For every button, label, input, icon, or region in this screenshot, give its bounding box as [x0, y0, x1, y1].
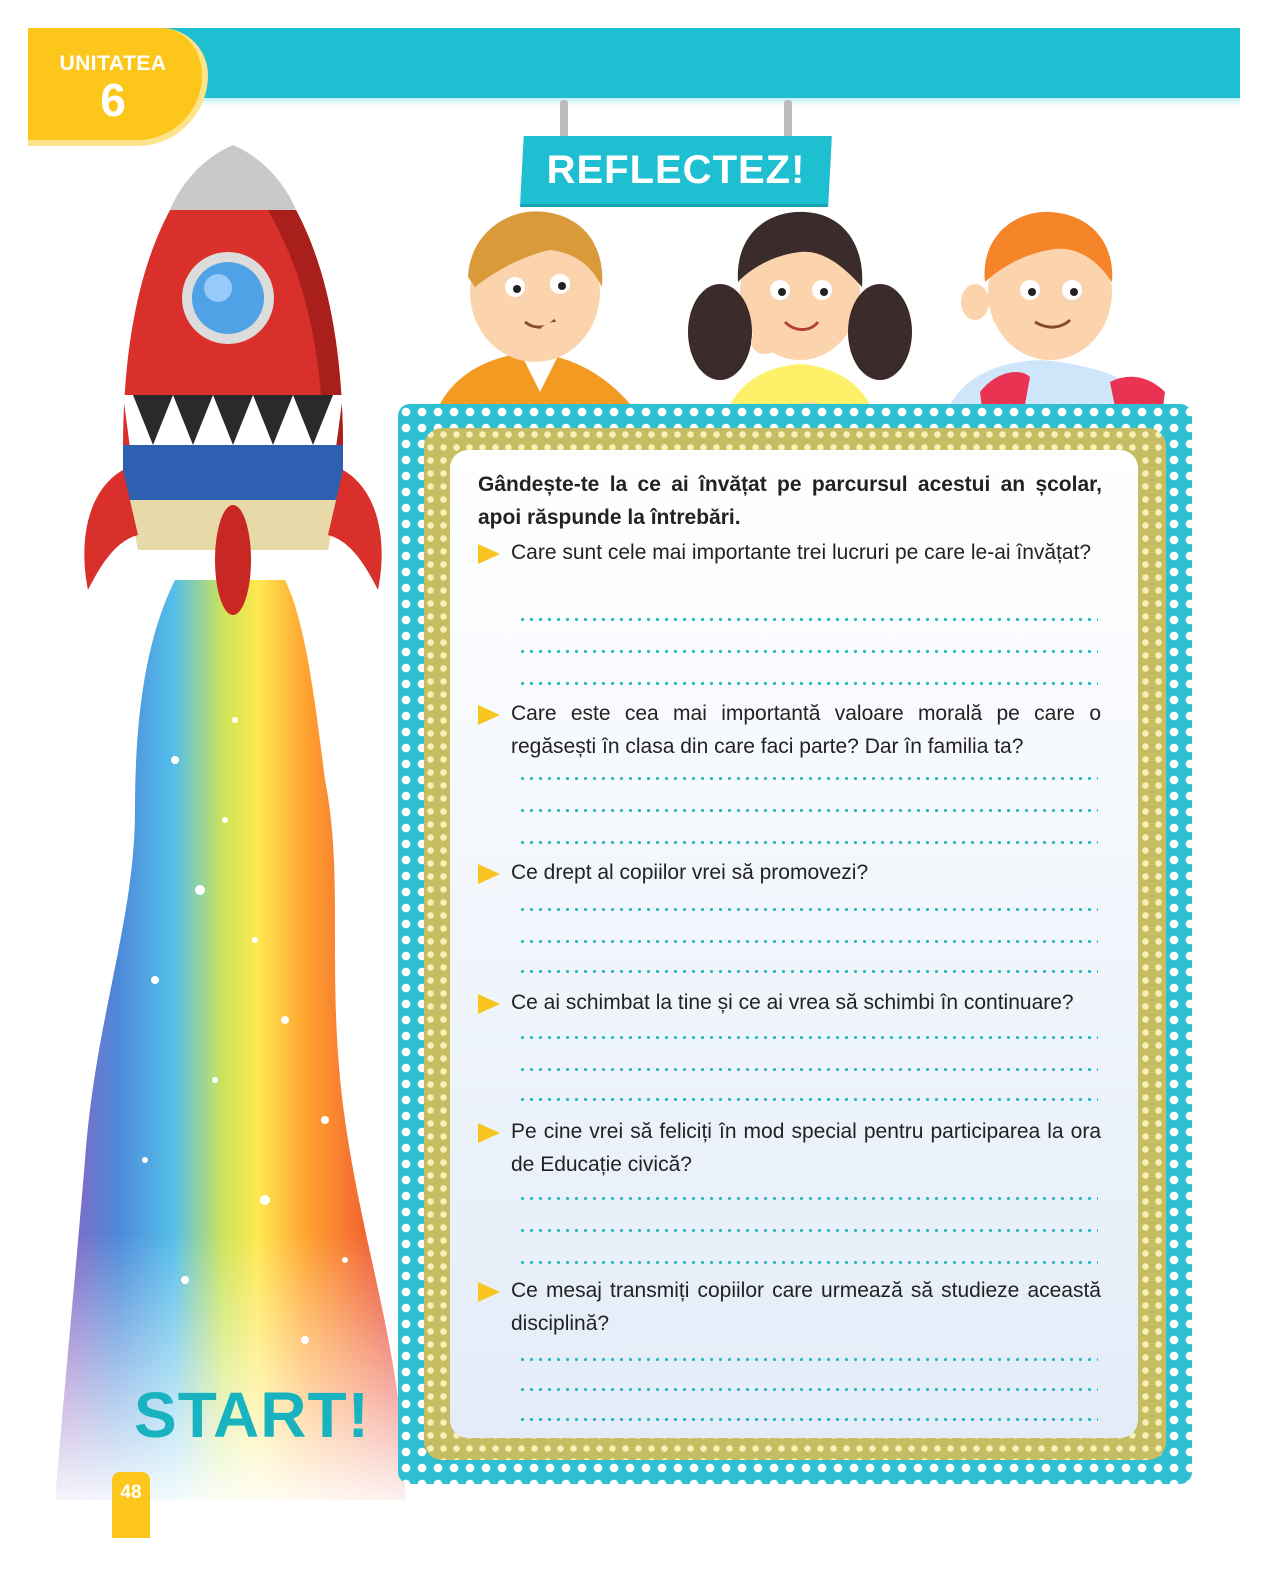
question-item	[478, 536, 1102, 686]
question-item	[478, 1115, 1102, 1265]
banner-rope	[150, 98, 1240, 106]
page-number: 48	[120, 1482, 142, 1503]
bullet-arrow-icon	[478, 1123, 500, 1143]
question-item	[478, 1274, 1102, 1424]
rainbow-trail-icon	[25, 560, 425, 1520]
answer-line[interactable]	[518, 1068, 1098, 1071]
header-banner	[150, 28, 1240, 98]
bullet-arrow-icon	[478, 544, 500, 564]
answer-line[interactable]	[518, 908, 1098, 911]
answer-line[interactable]	[518, 940, 1098, 943]
answer-line[interactable]	[518, 1036, 1098, 1039]
unit-label: UNITATEA	[59, 52, 167, 75]
question-item	[478, 856, 1102, 976]
question-item	[478, 986, 1102, 1106]
children-illustration-icon	[420, 192, 1200, 432]
answer-line[interactable]	[518, 841, 1098, 844]
bullet-arrow-icon	[478, 705, 500, 725]
answer-line[interactable]	[518, 1261, 1098, 1264]
answer-line[interactable]	[518, 1197, 1098, 1200]
answer-line[interactable]	[518, 650, 1098, 653]
question-text: Care este cea mai importantă valoare morală pe care o regăsești în clasa din care faci parte? Dar în familia ta?	[511, 702, 1101, 758]
question-text: Pe cine vrei să feliciți în mod special pentru participarea la ora de Educație civică?	[511, 1120, 1101, 1176]
start-label: START!	[134, 1379, 370, 1451]
answer-line[interactable]	[518, 970, 1098, 973]
sign-title: REFLECTEZ!	[546, 148, 806, 192]
answer-line[interactable]	[518, 618, 1098, 621]
answer-line[interactable]	[518, 777, 1098, 780]
unit-number: 6	[100, 74, 126, 126]
bullet-arrow-icon	[478, 994, 500, 1014]
question-text: Care sunt cele mai importante trei lucruri pe care le-ai învățat?	[511, 541, 1092, 564]
answer-line[interactable]	[518, 1418, 1098, 1421]
question-text: Ce ai schimbat la tine și ce ai vrea să schimbi în continuare?	[511, 991, 1074, 1014]
question-text: Ce mesaj transmiți copiilor care urmează să studieze această disciplină?	[511, 1279, 1101, 1335]
answer-line[interactable]	[518, 1229, 1098, 1232]
answer-line[interactable]	[518, 682, 1098, 685]
bullet-arrow-icon	[478, 1282, 500, 1302]
answer-line[interactable]	[518, 809, 1098, 812]
answer-line[interactable]	[518, 1098, 1098, 1101]
bullet-arrow-icon	[478, 864, 500, 884]
question-text: Ce drept al copiilor vrei să promovezi?	[511, 861, 869, 884]
question-item	[478, 697, 1102, 847]
unit-badge	[28, 28, 208, 146]
answer-line[interactable]	[518, 1388, 1098, 1391]
answer-line[interactable]	[518, 1358, 1098, 1361]
rocket-icon	[78, 140, 388, 620]
intro-text: Gândește-te la ce ai învățat pe parcursul acestui an școlar, apoi răspunde la întrebări.	[478, 473, 1102, 529]
